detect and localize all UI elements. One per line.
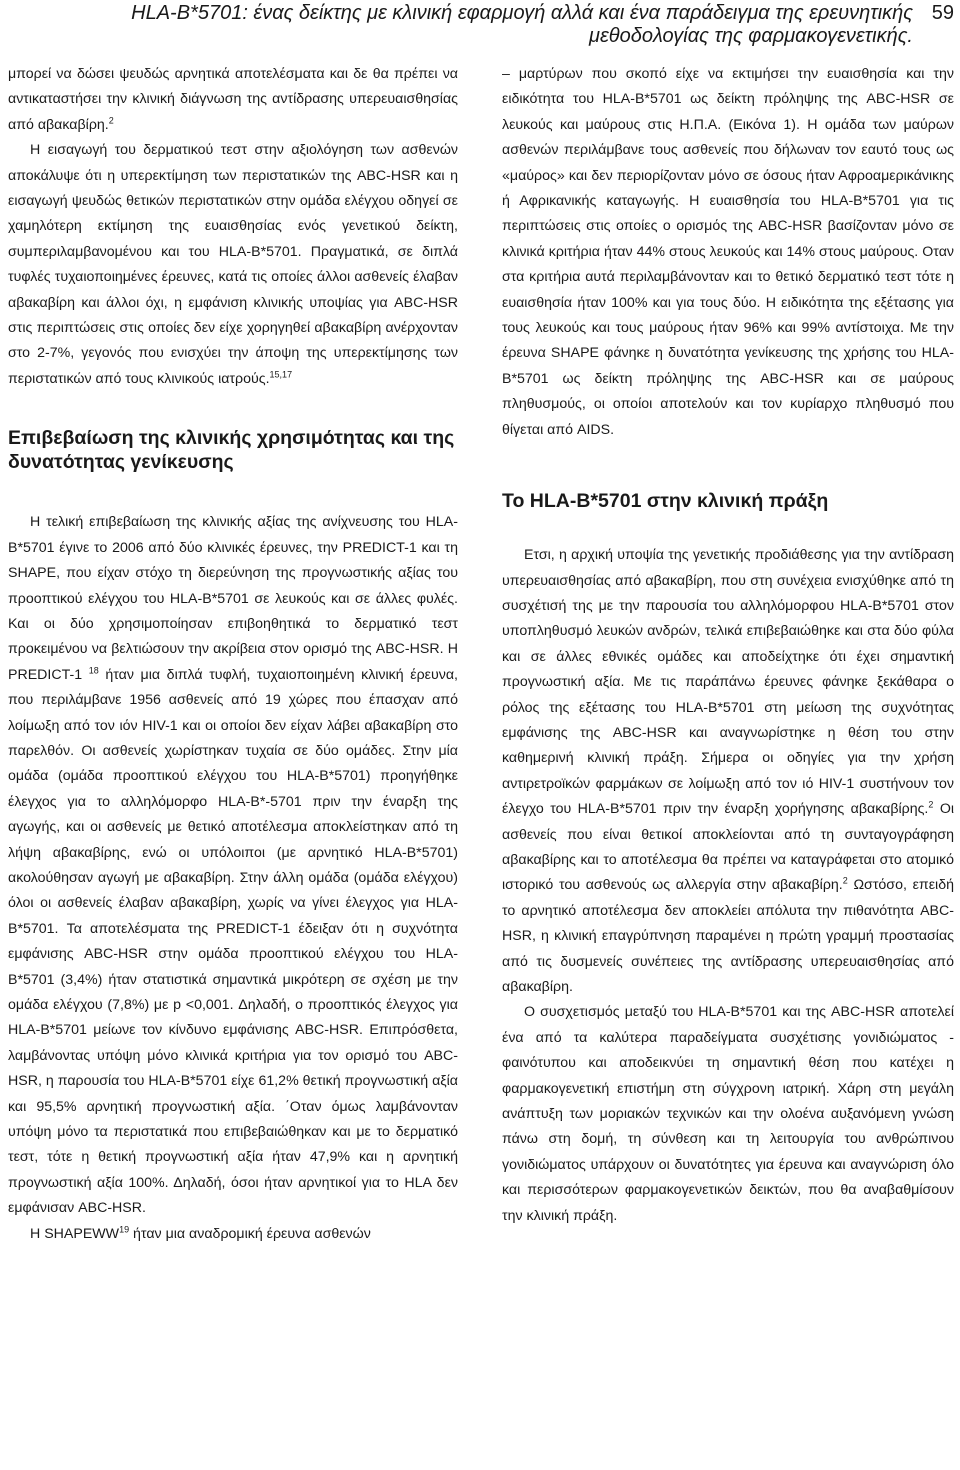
paragraph: [8, 1222, 458, 1247]
reference-marker: 2: [928, 799, 934, 810]
paragraph: [8, 62, 458, 138]
paragraph-text: Ετσι, η αρχική υποψία της γενετικής προδιάθεσης για την αντίδραση υπερευαισθησίας από αβακαβίρη, που στη συνέχεια ενισχύθηκε από τη συσχέτισή της με την παρουσία του αλληλόμορφου HLA-B*5701 στον υποπληθυσμό λευκών ανδρών, τελικά επιβεβαιώθηκε και στα δύο φύλα και σε άλλες εθνικές ομάδες και αποδείχτηκε ότι έχει σημαντική προγνωστική αξία. Με τις παράπάνω έρευνες φάνηκε ξεκάθαρα ο ρόλος της εξέτασης του HLA-B*5701 στη μείωση της συχνότητας εμφάνισης της ABC-HSR και αναγνωρίστηκε η θέση του στην καθημερινή κλινική πράξη. Σήμερα οι οδηγίες για την χρήση αντιρετροϊκών φαρμάκων σε λοίμωξη από τον ιό HIV-1 συστήνουν τον έλεγχο του HLA-B*5701 πριν την έναρξη χορήγησης αβακαβίρης.: [502, 547, 954, 818]
paragraph-text: μπορεί να δώσει ψευδώς αρνητικά αποτελέσματα και δε θα πρέπει να αντικαταστήσει την κλινική διάγνωση της αντίδρασης υπερευαισθησίας από αβακαβίρη.: [8, 66, 458, 133]
reference-marker: 2: [842, 875, 848, 886]
paragraph-text: Η SHAPEWW: [30, 1225, 120, 1242]
paragraph-text: Η τελική επιβεβαίωση της κλινικής αξίας της ανίχνευσης του HLA-B*5701 έγινε το 2006 από δύο κλινικές έρευνες, την PREDICT-1 και τη SHAPE, που είχαν στόχο τη διερεύνηση της προγνωστικής αξίας του προοπτικού ελέγχου του HLA-B*5701 σε λευκούς και σε άλλες φυλές. Και οι δύο χρησιμοποίησαν επιβοηθητικά το δερματικό τεστ προκειμένου να βελτιώσουν την ακρίβεια στον ορισμό της ABC-HSR. Η PREDICT-1: [8, 514, 458, 683]
reference-marker: 2: [108, 115, 114, 126]
paragraph-text: Ωστόσο, επειδή το αρνητικό αποτέλεσμα δεν αποκλείει απόλυτα την πιθανότητα ABC-HSR, η κλινική επαγρύπνηση παραμένει η πρώτη γραμμή προστασίας από τις δυσμενείς συνέπειες της αντίδρασης υπερευαισθησίας από αβακαβίρη.: [502, 877, 954, 995]
section-heading: Το HLA-B*5701 στην κλινική πράξη: [502, 490, 829, 513]
left-column: [8, 62, 458, 1247]
paragraph-text: ήταν μια αναδρομική έρευνα ασθενών: [133, 1225, 371, 1242]
paragraph-text: Οι ασθενείς που είναι θετικοί αποκλείονται από τη συνταγογράφηση αβακαβίρης και το αποτέλεσμα θα πρέπει να καταγράφεται στο ατομικό ιστορικό του ασθενούς ως αλλεργία στην αβακαβίρη.: [502, 801, 954, 894]
paragraph: [8, 138, 458, 392]
paragraph: – μαρτύρων που σκοπό είχε να εκτιμήσει την ευαισθησία και την ειδικότητα του HLA-B*5701 ως δείκτη πρόληψης της ABC-HSR σε λευκούς και μαύρους στις Η.Π.Α. (Εικόνα 1). Η ομάδα των μαύρων ασθενών περιλάμβανε τους ασθενείς που δήλωναν τον εαυτό τους ως «μαύρος» και δεν περιορίζονταν μόνο σε όσους ήταν Αφροαμερικάνικης ή Αφρικανικής καταγωγής. Η ευαισθησία του HLA-B*5701 για τις περιπτώσεις στις οποίες ο ορισμός της ABC-HSR βασίζονταν μόνο σε κλινικά κριτήρια ήταν 44% στους λευκούς και 14% στους μαύρους. Οταν στα κριτήρια αυτά περιλαμβάνονταν και το θετικό δερματικό τεστ τότε η ευαισθησία ήταν 100% και για τους δύο. Η ειδικότητα της εξέτασης για τους λευκούς και τους μαύρους ήταν 96% και 99% αντίστοιχα. Με την έρευνα SHAPE φάνηκε η δυνατότητα γενίκευσης της χρήσης του HLA-B*5701 ως δείκτη πρόληψης της ABC-HSR και σε μαύρους πληθυσμούς, οι οποίοι αποτελούν και τον κυρίαρχο πληθυσμό που θίγεται από AIDS.: [502, 66, 954, 438]
paragraph: Ο συσχετισμός μεταξύ του HLA-B*5701 και της ABC-HSR αποτελεί ένα από τα καλύτερα παραδείγματα συσχέτισης γονιδιώματος - φαινότυπου και αποδεικνύει τη σημαντική θέση που κατέχει η φαρμακογενετική επιστήμη στη σύγχρονη ιατρική. Χάρη στη μεγάλη ανάπτυξη των μοριακών τεχνικών και την ολοένα αυξανόμενη γνώση πάνω στη δομή, τη σύνθεση και τη λειτουργία του ανθρώπινου γονιδιώματος υπάρχουν οι δυνατότητες για έρευνα και αναγνώριση όλο και περισσότερων φαρμακογενετικών δεικτών, που θα αναβαθμίσουν την κλινική πράξη.: [502, 1004, 954, 1224]
paragraph: [502, 543, 954, 1000]
reference-marker: 15,17: [269, 369, 293, 380]
reference-marker: 18: [88, 664, 99, 675]
paragraph-text: ήταν μια διπλά τυφλή, τυχαιοποιημένη κλινική έρευνα, που περιλάμβανε 1956 ασθενείς από 19 χώρες που έπασχαν από λοίμωξη από τον ιόν HIV-1 και οι οποίοι δεν είχαν λάβει αβακαβίρη στο παρελθόν. Οι ασθενείς χωρίστηκαν τυχαία σε δύο ομάδες. Στην μία ομάδα (ομάδα προοπτικού ελέγχου του HLA-B*5701) προηγήθηκε έλεγχος για το αλληλόμορφο HLA-B*-5701 πριν την έναρξη της αγωγής, και οι ασθενείς με θετικό αποτέλεσμα αποκλείστηκαν από τη λήψη αβακαβίρης, ενώ οι υπόλοιποι (με αρνητικό HLA-B*5701) ακολούθησαν αγωγή με αβακαβίρη. Στην άλλη ομάδα (ομάδα ελέγχου) όλοι οι ασθενείς έλαβαν αβακαβίρη, χωρίς να γίνει έλεγχος για HLA-B*5701. Τα αποτελέσματα της PREDICT-1 έδειξαν ότι η συχνότητα εμφάνισης ABC-HSR στην ομάδα προοπτικού ελέγχου του HLA-B*5701 (3,4%) ήταν στατιστικά σημαντικά μικρότερη σε σχέση με την ομάδα ελέγχου (7,8%) με p <0,001. Δηλαδή, ο προοπτικός έλεγχος για HLA-B*5701 μείωνε τον κίνδυνο εμφάνισης ABC-HSR. Επιπρόσθετα, λαμβάνοντας υπόψη μόνο κλινικά κριτήρια για τον ορισμό του ABC-HSR, η παρουσία του HLA-B*5701 είχε 61,2% θετική προγνωστική αξία και 95,5% αρνητική προγνωστική αξία. ΄Οταν όμως λαμβάνονταν υπόψη μόνο τα περιστατικά που επιβεβαιώθηκαν και με το δερματικό τεστ, τότε η θετική προγνωστική αξία ήταν 47,9% και η αρνητική προγνωστική αξία 100%. Δηλαδή, όσοι ήταν αρνητικοί για το HLA δεν εμφάνισαν ABC-HSR.: [8, 666, 458, 1217]
section-heading: Επιβεβαίωση της κλινικής χρησιμότητας και της δυνατότητας γενίκευσης: [8, 427, 455, 474]
paragraph-text: Η εισαγωγή του δερματικού τεστ στην αξιολόγηση των ασθενών αποκάλυψε ότι η υπερεκτίμηση των περιστατικών της ABC-HSR και η εισαγωγή ψευδώς θετικών περιστατικών στην ομάδα ελέγχου οδηγεί σε χαμηλότερη εκτίμηση της ευαισθησίας ενός γενετικού δείκτη, συμπεριλαμβανομένου και του HLA-B*5701. Πραγματικά, σε διπλά τυφλές τυχαιοποιημένες έρευνες, κατά τις οποίες άλλοι ασθενείς έλαβαν αβακαβίρη και άλλοι όχι, η εμφάνιση κλινικής υποψίας για ABC-HSR στις περιπτώσεις στις οποίες δεν είχε χορηγηθεί αβακαβίρη ανέρχονταν στο 2-7%, γεγονός που ενισχύει την άποψη της υπερεκτίμησης των περιστατικών από τους κλινικούς ιατρούς.: [8, 142, 458, 387]
reference-marker: 19: [119, 1223, 130, 1234]
running-header: [0, 0, 960, 48]
page-number: 59: [931, 2, 954, 24]
right-column: [502, 62, 954, 1229]
paragraph: [8, 510, 458, 1221]
running-title: HLA-B*5701: ένας δείκτης με κλινική εφαρμογή αλλά και ένα παράδειγμα της ερευνητικής μεθοδολογίας της φαρμακογενετικής.: [131, 2, 913, 47]
